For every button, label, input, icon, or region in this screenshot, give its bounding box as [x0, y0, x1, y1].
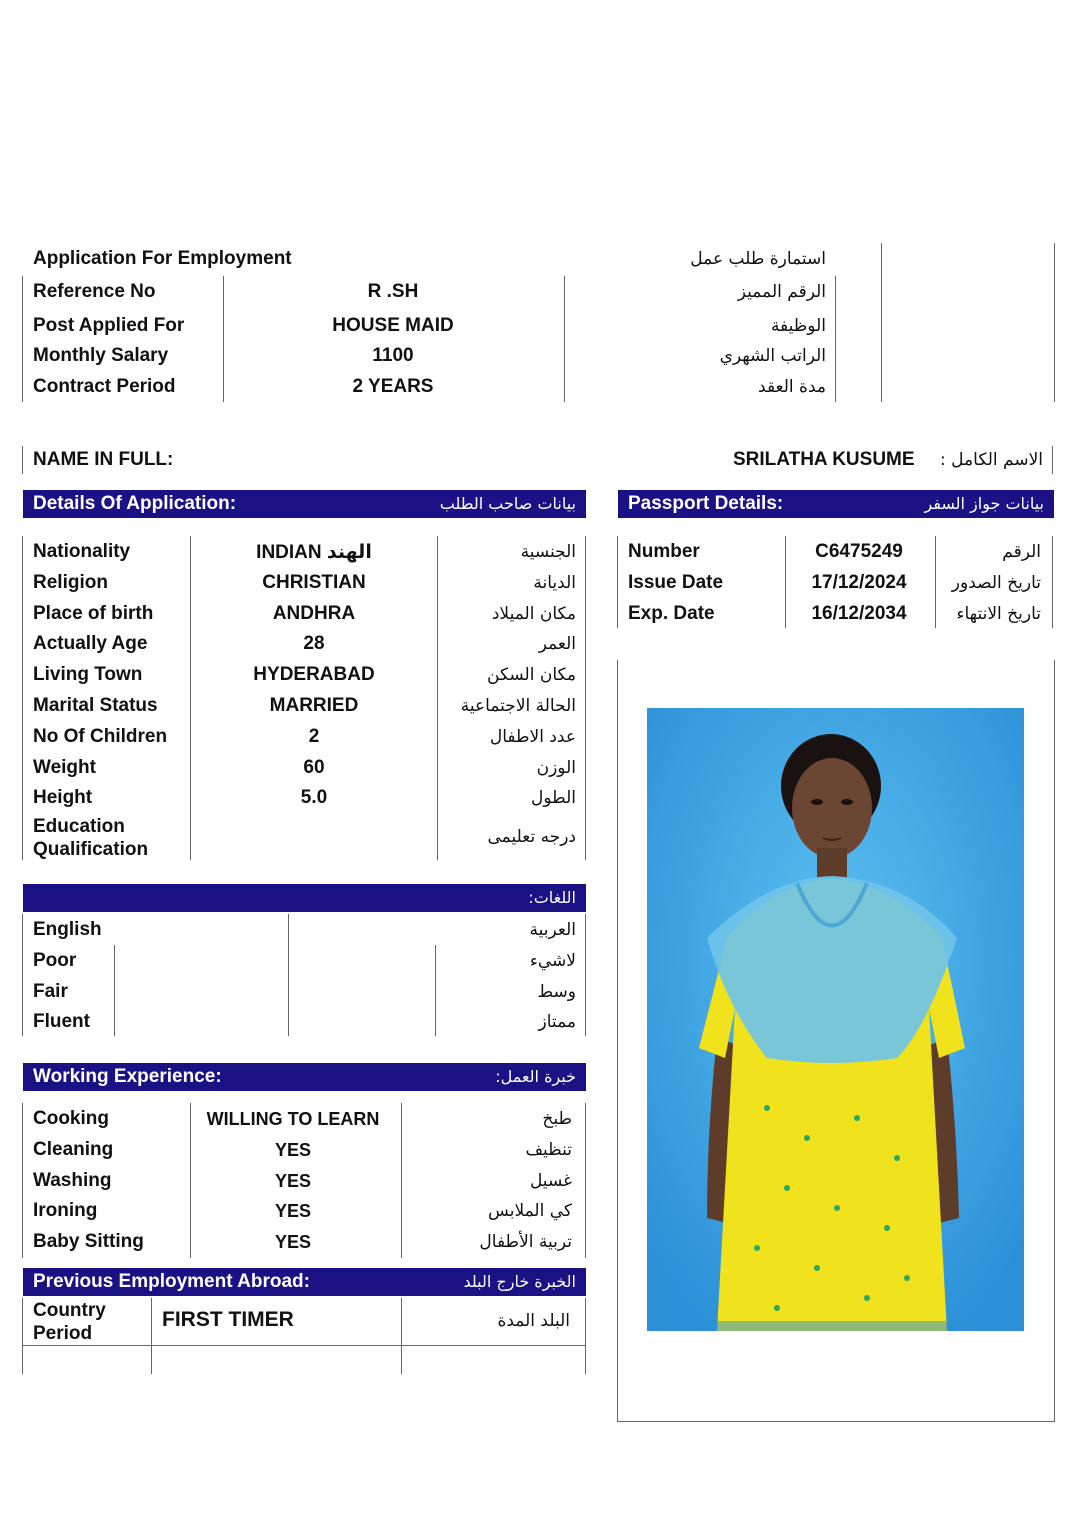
form-title-arabic: استمارة طلب عمل	[690, 249, 826, 269]
experience-header-bar	[23, 1063, 586, 1091]
passport-row-label-arabic: الرقم	[1002, 542, 1041, 562]
details-row-label: Religion	[33, 571, 108, 593]
applicant-photo	[647, 708, 1024, 1331]
passport-row-label: Number	[628, 541, 700, 562]
details-row-label-arabic: عدد الاطفال	[489, 726, 576, 747]
passport-header-bar	[618, 490, 1054, 518]
details-row-value: INDIAN الهند	[256, 542, 372, 563]
details-row-label: Place of birth	[33, 602, 154, 624]
details-row-value: 60	[303, 756, 325, 778]
experience-title: Working Experience:	[33, 1066, 222, 1087]
passport-row-label: Exp. Date	[628, 602, 715, 624]
details-row-label-arabic: الطول	[531, 788, 576, 809]
experience-row-label: Cooking	[33, 1108, 109, 1129]
previous-label-arabic: البلد المدة	[497, 1311, 570, 1331]
details-row-value: MARRIED	[269, 695, 359, 716]
education-label: Education Qualification	[33, 816, 149, 860]
details-row-value: 5.0	[300, 787, 328, 809]
details-row-label-arabic: الجنسية	[520, 542, 576, 562]
experience-row-label: Baby Sitting	[33, 1231, 144, 1253]
language-row-label: Fluent	[33, 1011, 90, 1033]
details-row-label: Weight	[33, 756, 96, 778]
header-row-label-arabic: الراتب الشهري	[719, 346, 826, 366]
language-row-label: Poor	[33, 949, 77, 971]
header-row-value: 1100	[372, 345, 414, 366]
previous-title-arabic: الخبرة خارج البلد	[463, 1272, 576, 1291]
experience-row-label-arabic: تنظيف	[525, 1139, 572, 1160]
header-row-value: 2 YEARS	[352, 376, 434, 397]
language-row-label: Fair	[33, 980, 68, 1002]
passport-row-value: 17/12/2024	[811, 571, 907, 593]
details-row-label-arabic: الوزن	[536, 757, 576, 778]
education-label-arabic: درجه تعليمى	[487, 827, 576, 847]
details-row-label: No Of Children	[33, 725, 168, 747]
experience-row-label-arabic: كي الملابس	[488, 1201, 572, 1222]
passport-title-arabic: بيانات جواز السفر	[924, 494, 1044, 513]
header-row-label-arabic: الرقم المميز	[737, 282, 826, 302]
full-name-label: NAME IN FULL:	[33, 449, 174, 470]
details-title-arabic: بيانات صاحب الطلب	[439, 494, 576, 513]
details-row-label: Nationality	[33, 541, 131, 562]
header-row-label-arabic: الوظيفة	[770, 316, 826, 336]
header-row-label: Reference No	[33, 281, 156, 302]
experience-row-label-arabic: غسيل	[529, 1170, 572, 1191]
details-row-label-arabic: العمر	[538, 634, 576, 655]
details-title: Details Of Application:	[33, 493, 237, 514]
header-row-label: Monthly Salary	[33, 345, 169, 366]
language-row-label-arabic: لاشيء	[529, 950, 576, 971]
form-title: Application For Employment	[33, 248, 292, 269]
header-row-value: R .SH	[367, 281, 419, 302]
details-row-value: CHRISTIAN	[262, 571, 366, 593]
header-row-label-arabic: مدة العقد	[758, 377, 826, 397]
passport-title: Passport Details:	[628, 493, 784, 514]
languages-title-arabic: اللغات:	[528, 888, 576, 907]
passport-row-label-arabic: تاريخ الصدور	[951, 572, 1041, 593]
details-row-label-arabic: الديانة	[533, 572, 576, 593]
experience-row-label: Cleaning	[33, 1138, 114, 1160]
details-row-value: 28	[303, 633, 325, 655]
experience-row-value: YES	[274, 1170, 312, 1191]
details-row-label: Height	[33, 787, 93, 809]
passport-row-value: C6475249	[815, 541, 903, 562]
experience-row-value: YES	[274, 1201, 312, 1222]
details-row-value: 2	[308, 725, 320, 747]
language-row-label-arabic: وسط	[537, 981, 576, 1002]
details-row-label-arabic: مكان السكن	[487, 665, 576, 686]
previous-country-period-label: Country Period	[33, 1300, 106, 1344]
details-row-label-arabic: الحالة الاجتماعية	[460, 696, 576, 716]
header-row-label: Post Applied For	[33, 315, 185, 336]
experience-row-value: YES	[274, 1232, 312, 1253]
details-row-label-arabic: مكان الميلاد	[491, 603, 576, 624]
experience-row-label: Washing	[33, 1169, 112, 1191]
full-name-label-arabic: الاسم الكامل :	[940, 450, 1043, 470]
language-row-label: English	[33, 919, 102, 940]
passport-row-value: 16/12/2034	[811, 602, 907, 624]
details-row-value: HYDERABAD	[253, 664, 375, 686]
details-row-label: Actually Age	[33, 633, 148, 655]
experience-row-label-arabic: طبخ	[542, 1109, 572, 1129]
language-row-label-arabic: العربية	[529, 920, 576, 940]
full-name-value: SRILATHA KUSUME	[733, 449, 915, 470]
previous-value: FIRST TIMER	[162, 1308, 294, 1331]
header-row-label: Contract Period	[33, 376, 176, 397]
languages-header-bar	[23, 884, 586, 912]
language-row-label-arabic: ممتاز	[538, 1012, 576, 1033]
experience-row-value: YES	[274, 1139, 312, 1160]
passport-row-label: Issue Date	[628, 571, 724, 593]
experience-row-label: Ironing	[33, 1200, 98, 1222]
header-row-value: HOUSE MAID	[332, 315, 454, 336]
details-row-value: ANDHRA	[272, 602, 356, 624]
experience-row-value: WILLING TO LEARN	[206, 1109, 380, 1129]
details-row-label: Living Town	[33, 664, 143, 686]
experience-title-arabic: خبرة العمل:	[495, 1067, 576, 1086]
previous-header-bar	[23, 1268, 586, 1296]
details-header-bar	[23, 490, 586, 518]
experience-row-label-arabic: تربية الأطفال	[479, 1232, 572, 1253]
details-row-label: Marital Status	[33, 695, 158, 716]
previous-title: Previous Employment Abroad:	[33, 1271, 310, 1292]
passport-row-label-arabic: تاريخ الانتهاء	[956, 603, 1041, 624]
